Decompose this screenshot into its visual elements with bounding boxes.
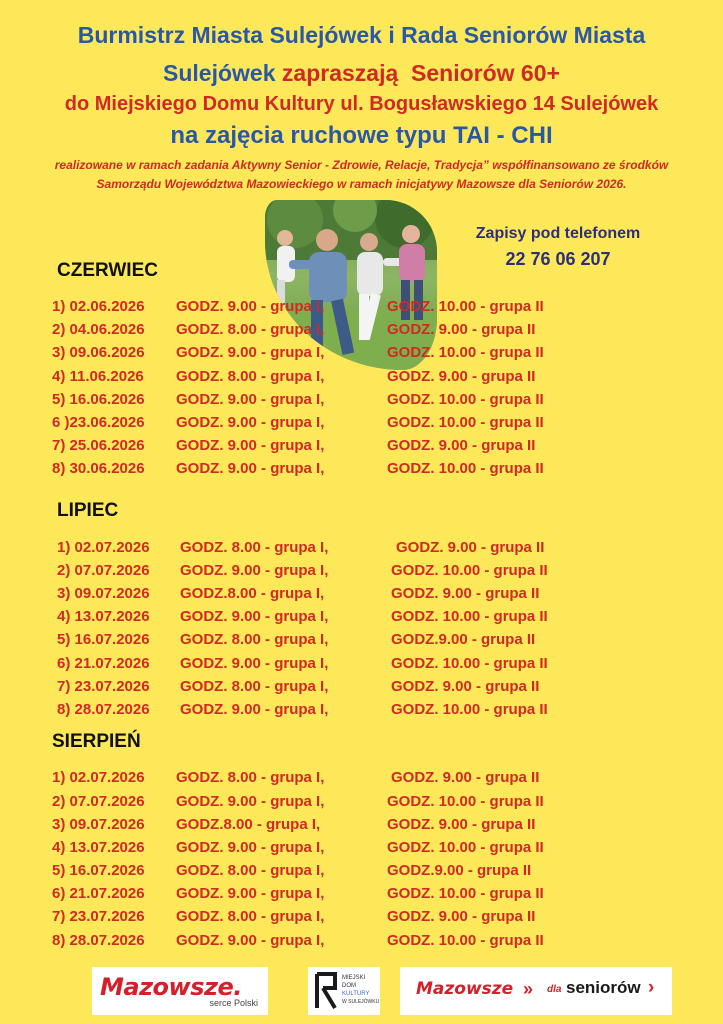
row-date: 4) 11.06.2026 (52, 368, 144, 385)
row-group-2: GODZ. 9.00 - grupa II (387, 368, 536, 385)
row-date: 4) 13.07.2026 (52, 839, 145, 856)
row-group-2: GODZ. 9.00 - grupa II (387, 908, 536, 925)
row-group-1: GODZ. 8.00 - grupa I, (176, 862, 325, 879)
row-group-2: GODZ. 10.00 - grupa II (391, 701, 548, 718)
row-group-1: GODZ. 9.00 - grupa I, (176, 793, 325, 810)
row-group-1: GODZ. 8.00 - grupa I, (176, 321, 325, 338)
row-group-2: GODZ. 9.00 - grupa II (391, 678, 540, 695)
row-date: 1) 02.06.2026 (52, 298, 145, 315)
row-group-2: GODZ. 10.00 - grupa II (387, 414, 544, 431)
row-group-2: GODZ. 10.00 - grupa II (387, 460, 544, 477)
row-group-2: GODZ. 10.00 - grupa II (387, 344, 544, 361)
row-group-1: GODZ. 8.00 - grupa I, (176, 908, 325, 925)
seniorzy-logo-word: Mazowsze (416, 979, 514, 999)
header-line-1: Burmistrz Miasta Sulejówek i Rada Seniorów Miasta (77, 22, 646, 48)
header-venue: do Miejskiego Domu Kultury ul. Bogusławskiego 14 Sulejówek (64, 93, 659, 115)
header-line-2-city: Sulejówek (163, 60, 276, 86)
seniorzy-logo-dla: dla (547, 984, 562, 995)
row-group-1: GODZ. 9.00 - grupa I, (176, 437, 325, 454)
row-group-1: GODZ. 9.00 - grupa I, (176, 885, 325, 902)
row-group-1: GODZ. 8.00 - grupa I, (180, 539, 329, 556)
row-group-2: GODZ. 10.00 - grupa II (391, 655, 548, 672)
signup-label: Zapisy pod telefonem (475, 225, 641, 242)
row-date: 2) 04.06.2026 (52, 321, 145, 338)
row-date: 6) 21.07.2026 (52, 885, 145, 902)
row-group-2: GODZ. 10.00 - grupa II (387, 932, 544, 949)
month-title-lipiec: LIPIEC (57, 500, 119, 521)
header-line-2 (0, 60, 723, 87)
row-group-2: GODZ. 10.00 - grupa II (391, 562, 548, 579)
mdk-logo-mark-icon (313, 972, 339, 1010)
mazowsze-logo-tagline: serce Polski (209, 998, 258, 1008)
double-chevron-icon: » (523, 979, 534, 999)
row-date: 5) 16.06.2026 (52, 391, 145, 408)
mdk-logo (308, 967, 380, 1015)
funding-note-line-2: Samorządu Województwa Mazowieckiego w ramach inicjatywy Mazowsze dla Seniorów 2026. (96, 177, 627, 191)
row-date: 5) 16.07.2026 (52, 862, 145, 879)
row-group-2: GODZ. 10.00 - grupa II (387, 298, 544, 315)
signup-phone: 22 76 06 207 (505, 249, 611, 269)
mdk-logo-line-2: DOM (342, 983, 356, 989)
chevron-right-icon: › (648, 977, 655, 998)
row-group-1: GODZ. 9.00 - grupa I, (180, 608, 329, 625)
row-date: 2) 07.07.2026 (52, 793, 145, 810)
month-title-sierpien: SIERPIEŃ (52, 731, 141, 752)
row-date: 6) 21.07.2026 (57, 655, 150, 672)
row-group-2: GODZ.9.00 - grupa II (391, 631, 536, 648)
row-date: 6 )23.06.2026 (52, 414, 145, 431)
row-date: 3) 09.06.2026 (52, 344, 145, 361)
header-line-2-invite: zapraszają Seniorów 60+ (281, 60, 560, 86)
row-date: 1) 02.07.2026 (52, 769, 145, 786)
row-group-1: GODZ. 9.00 - grupa I, (176, 839, 325, 856)
row-group-2: GODZ. 10.00 - grupa II (387, 391, 544, 408)
row-date: 1) 02.07.2026 (57, 539, 150, 556)
row-group-1: GODZ. 8.00 - grupa I, (176, 769, 325, 786)
row-group-2: GODZ. 10.00 - grupa II (391, 608, 548, 625)
row-group-1: GODZ.8.00 - grupa I, (180, 585, 325, 602)
mazowsze-logo-word: Mazowsze. (100, 973, 242, 1001)
row-date: 8) 28.07.2026 (52, 932, 145, 949)
mdk-logo-line-3: KULTURY (342, 991, 370, 997)
row-group-1: GODZ.8.00 - grupa I, (176, 816, 321, 833)
row-group-2: GODZ. 9.00 - grupa II (391, 585, 540, 602)
row-date: 7) 23.07.2026 (52, 908, 145, 925)
row-group-1: GODZ. 9.00 - grupa I, (176, 460, 325, 477)
row-date: 5) 16.07.2026 (57, 631, 150, 648)
row-date: 3) 09.07.2026 (52, 816, 145, 833)
mdk-logo-line-4: W SULEJÓWKU (342, 999, 380, 1005)
row-group-1: GODZ. 9.00 - grupa I, (180, 655, 329, 672)
row-date: 8) 30.06.2026 (52, 460, 145, 477)
row-group-1: GODZ. 8.00 - grupa I, (180, 631, 329, 648)
row-group-1: GODZ. 9.00 - grupa I, (176, 932, 325, 949)
row-date: 4) 13.07.2026 (57, 608, 150, 625)
row-group-1: GODZ. 9.00 - grupa I, (176, 344, 325, 361)
row-group-1: GODZ. 9.00 - grupa I, (176, 298, 325, 315)
funding-note-line-1: realizowane w ramach zadania Aktywny Senior - Zdrowie, Relacje, Tradycja” współfinansowano ze środków (54, 158, 669, 172)
row-group-1: GODZ. 9.00 - grupa I, (180, 562, 329, 579)
row-group-1: GODZ. 9.00 - grupa I, (180, 701, 329, 718)
header-activity: na zajęcia ruchowe typu TAI - CHI (170, 122, 553, 149)
row-group-2: GODZ. 9.00 - grupa II (387, 437, 536, 454)
mdk-logo-text (342, 974, 379, 1006)
row-group-2: GODZ. 9.00 - grupa II (387, 321, 536, 338)
row-date: 7) 25.06.2026 (52, 437, 145, 454)
row-group-1: GODZ. 9.00 - grupa I, (176, 391, 325, 408)
funding-note (0, 156, 723, 194)
seniorzy-logo-seniorow: seniorów (566, 978, 641, 997)
row-date: 3) 09.07.2026 (57, 585, 150, 602)
mazowsze-dla-seniorow-logo (400, 967, 672, 1015)
row-group-2: GODZ. 10.00 - grupa II (387, 839, 544, 856)
row-group-2: GODZ. 9.00 - grupa II (391, 769, 540, 786)
month-title-czerwiec: CZERWIEC (57, 260, 158, 281)
row-group-2: GODZ. 9.00 - grupa II (396, 539, 545, 556)
row-group-2: GODZ. 10.00 - grupa II (387, 793, 544, 810)
row-date: 2) 07.07.2026 (57, 562, 150, 579)
row-group-2: GODZ. 10.00 - grupa II (387, 885, 544, 902)
row-group-1: GODZ. 8.00 - grupa I, (180, 678, 329, 695)
mazowsze-logo (92, 967, 268, 1015)
row-group-1: GODZ. 8.00 - grupa I, (176, 368, 325, 385)
row-group-1: GODZ. 9.00 - grupa I, (176, 414, 325, 431)
mdk-logo-line-1: MIEJSKI (342, 975, 366, 981)
row-group-2: GODZ. 9.00 - grupa II (387, 816, 536, 833)
row-group-2: GODZ.9.00 - grupa II (387, 862, 532, 879)
row-date: 7) 23.07.2026 (57, 678, 150, 695)
row-date: 8) 28.07.2026 (57, 701, 150, 718)
